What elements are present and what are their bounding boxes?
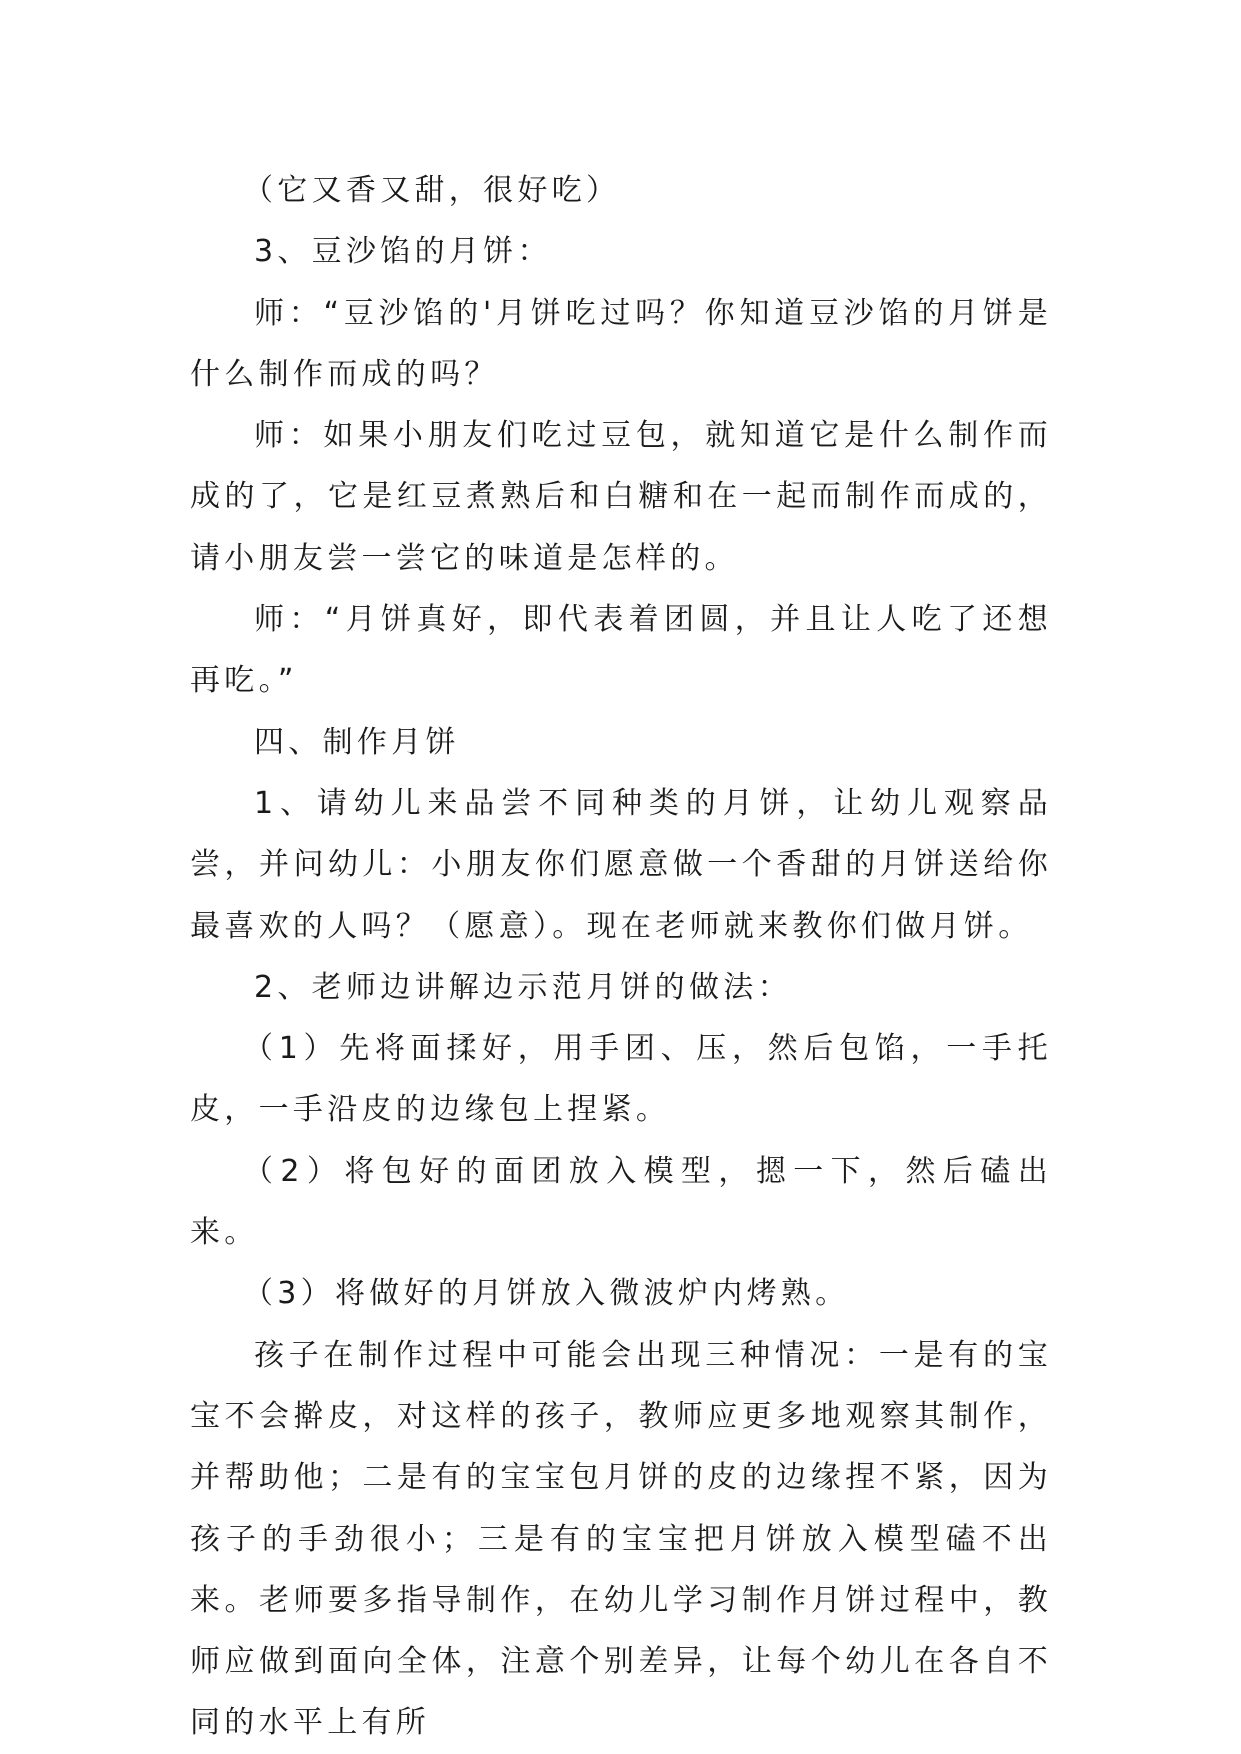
paragraph-substep-2: （2）将包好的面团放入模型，摁一下，然后磕出来。 [190, 1153, 1052, 1251]
paragraph-teacher-explanation: 师：如果小朋友们吃过豆包，就知道它是什么制作而成的了，它是红豆煮熟后和白糖和在一起而制作而成的，请小朋友尝一尝它的味道是怎样的。 [190, 418, 1052, 576]
paragraph-situations: 孩子在制作过程中可能会出现三种情况：一是有的宝宝不会擀皮，对这样的孩子，教师应更多地观察其制作，并帮助他；二是有的宝宝包月饼的皮的边缘捏不紧，因为孩子的手劲很小；三是有的宝宝把月饼放入模型磕不出来。老师要多指导制作，在幼儿学习制作月饼过程中，教师应做到面向全体，注意个别差异，让每个幼儿在各自不同的水平上有所 [190, 1337, 1052, 1741]
paragraph-substep-3: （3）将做好的月饼放入微波炉内烤熟。 [243, 1276, 850, 1312]
paragraph-teacher-summary: 师：“月饼真好，即代表着团圆，并且让人吃了还想再吃。” [190, 602, 1052, 699]
paragraph-step-2: 2、老师边讲解边示范月饼的做法： [254, 969, 792, 1005]
paragraph-bean-paste-heading: 3、豆沙馅的月饼： [254, 234, 552, 270]
paragraph-teacher-question: 师：“豆沙馅的'月饼吃过吗？你知道豆沙馅的月饼是什么制作而成的吗？ [190, 295, 1052, 392]
section-heading-make-mooncakes: 四、制作月饼 [254, 724, 460, 760]
paragraph-substep-1: （1）先将面揉好，用手团、压，然后包馅，一手托皮，一手沿皮的边缘包上捏紧。 [190, 1031, 1052, 1128]
paragraph-step-1: 1、请幼儿来品尝不同种类的月饼，让幼儿观察品尝，并问幼儿：小朋友你们愿意做一个香甜的月饼送给你最喜欢的人吗？（愿意）。现在老师就来教你们做月饼。 [190, 785, 1052, 944]
paragraph-taste-note: （它又香又甜，很好吃） [243, 173, 621, 208]
document-body [190, 160, 1052, 1754]
